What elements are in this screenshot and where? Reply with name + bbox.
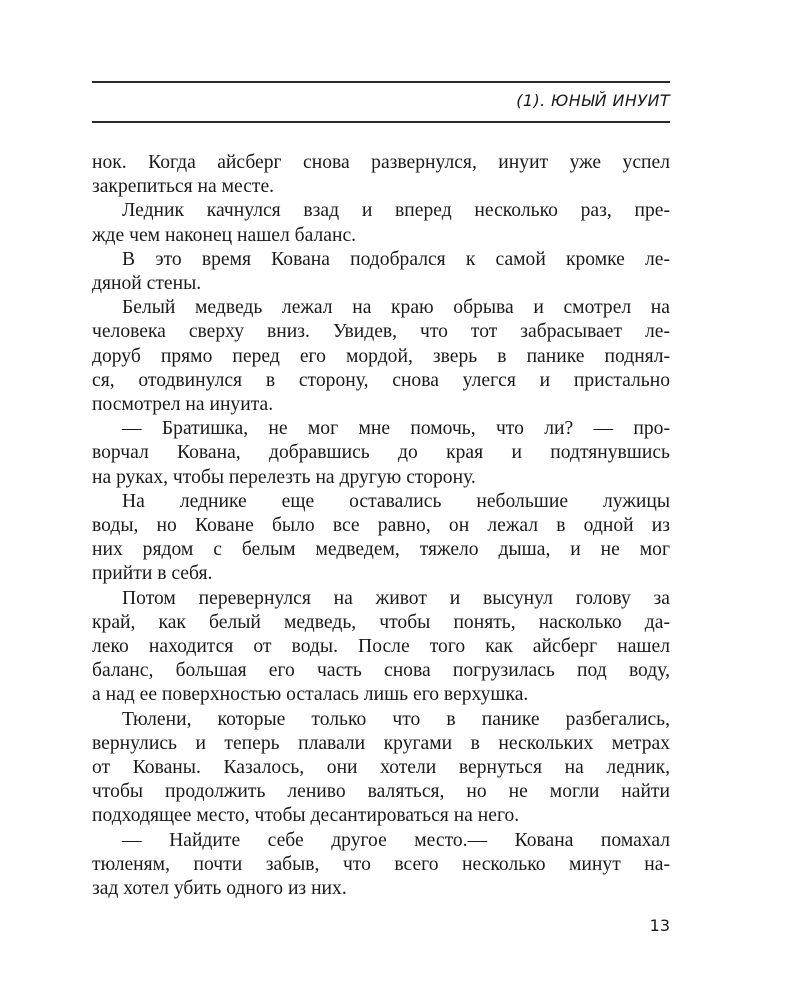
text-line: на руках, чтобы перелезть на другую сторону. (92, 466, 476, 488)
header-bottom-rule (92, 121, 670, 123)
text-line: Белый медведь лежал на краю обрыва и смотрел на (122, 297, 670, 319)
text-line: леко находится от воды. После того как айсберг нашел (92, 636, 670, 658)
text-line: а над ее поверхностью осталась лишь его верхушка. (92, 684, 529, 706)
body-text (92, 151, 670, 901)
running-head-title: (1). ЮНЫЙ ИНУИТ (516, 91, 670, 110)
text-line: ся, отодвинулся в сторону, снова улегся и пристально (92, 369, 670, 391)
text-line: На леднике еще оставались небольшие лужицы (122, 490, 670, 512)
text-line: край, как белый медведь, чтобы понять, насколько да- (92, 611, 670, 633)
text-line: — Найдите себе другое место.— Кована помахал (122, 829, 670, 851)
text-line: подходящее место, чтобы десантироваться на него. (92, 805, 520, 827)
text-line: зад хотел убить одного из них. (92, 878, 347, 900)
text-line: — Братишка, не мог мне помочь, что ли? — про- (122, 418, 670, 440)
text-line: человека сверху вниз. Увидев, что тот забрасывает ле- (92, 321, 670, 343)
text-line: баланс, большая его часть снова погрузилась под воду, (92, 660, 670, 682)
text-line: Потом перевернулся на живот и высунул голову за (122, 587, 670, 609)
text-line: посмотрел на инуита. (92, 394, 274, 416)
text-line: от Кованы. Казалось, они хотели вернуться на ледник, (92, 757, 670, 779)
header-top-rule (92, 81, 670, 83)
text-line: воды, но Коване было все равно, он лежал в одной из (92, 515, 670, 537)
text-line: прийти в себя. (92, 563, 213, 585)
text-line: доруб прямо перед его мордой, зверь в панике поднял- (92, 345, 670, 367)
text-line: закрепиться на месте. (92, 176, 275, 198)
text-line: жде чем наконец нашел баланс. (92, 224, 357, 246)
text-line: них рядом с белым медведем, тяжело дыша, и не мог (92, 539, 670, 561)
page-number: 13 (649, 916, 670, 935)
text-line: Ледник качнулся взад и вперед несколько раз, пре- (122, 200, 670, 222)
text-line: нок. Когда айсберг снова развернулся, инуит уже успел (92, 152, 670, 173)
text-line: Тюлени, которые только что в панике разбегались, (122, 708, 670, 730)
text-line: тюленям, почти забыв, что всего несколько минут на- (92, 853, 670, 875)
text-line: ворчал Кована, добравшись до края и подтянувшись (92, 442, 670, 464)
text-line: вернулись и теперь плавали кругами в нескольких метрах (92, 732, 670, 754)
text-line: чтобы продолжить лениво валяться, но не могли найти (92, 781, 670, 803)
text-line: дяной стены. (92, 273, 202, 295)
text-line: В это время Кована подобрался к самой кромке ле- (122, 248, 670, 270)
